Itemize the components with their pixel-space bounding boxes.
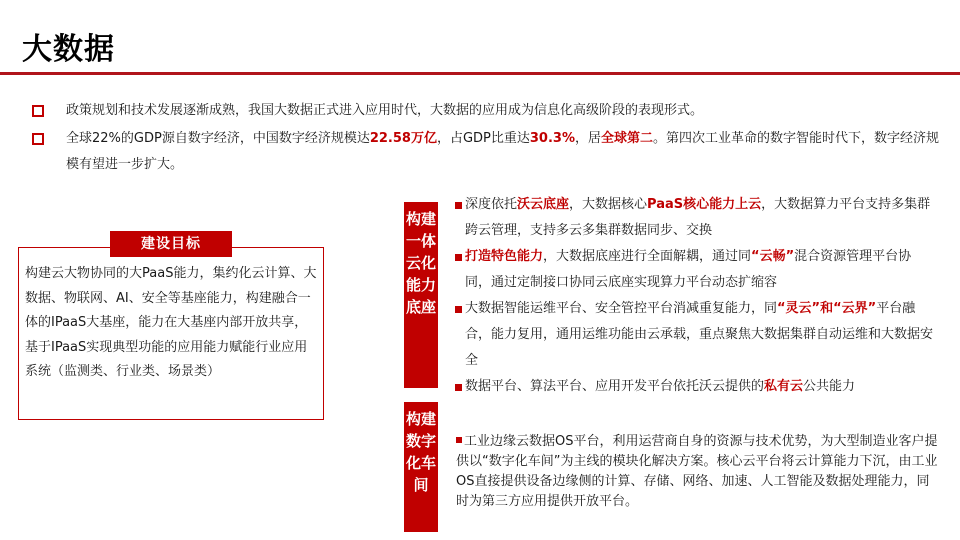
item-highlight: 私有云: [764, 379, 804, 394]
item-highlight: 沃云底座: [517, 197, 570, 212]
section1-item: [455, 374, 935, 400]
section1-item: [455, 192, 935, 244]
intro-bullet-2-text-c: ，居: [575, 131, 602, 146]
square-bullet-icon: [455, 254, 462, 261]
square-bullet-icon: [456, 437, 462, 443]
intro-bullet-2-text-a: 全球22%的GDP源自数字经济，中国数字经济规模达: [66, 131, 370, 146]
intro-bullet-2: [30, 126, 945, 178]
square-bullet-icon: [32, 133, 44, 145]
square-bullet-icon: [455, 306, 462, 313]
item-text: ，大数据核心: [569, 197, 648, 212]
page-title: 大数据: [22, 32, 115, 67]
item-text: ，大数据算力平台支持多集群跨云管理，支持多云多集群数据同步、交换: [465, 197, 931, 238]
gdp-scale-highlight: 22.58万亿: [369, 131, 437, 146]
section2-label: 构建数字化车间: [404, 402, 438, 532]
section1-item: [455, 296, 935, 374]
intro-bullet-2-text-d: 。第四次工业革命的数字智能时代下，数字经济规模有望进一步扩大。: [66, 131, 940, 172]
section2-text-block: [456, 432, 938, 512]
intro-bullets: [30, 98, 945, 180]
intro-bullet-1-text: 政策规划和技术发展逐渐成熟，我国大数据正式进入应用时代，大数据的应用成为信息化高级阶段的表现形式。: [66, 103, 704, 118]
global-rank-highlight: 全球第二: [601, 131, 654, 146]
item-highlight: “灵云”和“云界”: [777, 301, 877, 316]
section1-list: [455, 192, 935, 400]
item-highlight: “云畅”: [751, 249, 795, 264]
intro-bullet-1: [30, 98, 945, 124]
square-bullet-icon: [32, 105, 44, 117]
item-text: 大数据智能运维平台、安全管控平台消减重复能力，同: [465, 301, 778, 316]
gdp-share-highlight: 30.3%: [529, 131, 575, 146]
section1-label: 构建一体云化能力底座: [404, 202, 438, 388]
section2-text: 工业边缘云数据OS平台，利用运营商自身的资源与技术优势，为大型制造业客户提供以“数字化车间”为主线的模块化解决方案。核心云平台将云计算能力下沉，由工业OS直接提供设备边缘侧的计算、存储、网络、加速、人工智能及数据处理能力，同时为第三方应用提供开放平台。: [456, 434, 938, 509]
item-text: 深度依托: [465, 197, 518, 212]
square-bullet-icon: [455, 202, 462, 209]
section1-item: [455, 244, 935, 296]
goal-text: 构建云大物协同的大PaaS能力，集约化云计算、大数据、物联网、AI、安全等基座能力，构建融合一体的IPaaS大基座，能力在大基座内部开放共享，基于IPaaS实现典型功能的应用能力赋能行业应用系统（监测类、行业类、场景类）: [25, 266, 317, 379]
item-text: 平台融合，能力复用，通用运维功能由云承载，重点聚焦大数据集群自动运维和大数据安全: [465, 301, 934, 368]
square-bullet-icon: [455, 384, 462, 391]
title-divider: [0, 72, 960, 75]
item-text: 混合资源管理平台协同，通过定制接口协同云底座实现算力平台动态扩缩容: [465, 249, 912, 290]
goal-header: 建设目标: [110, 231, 232, 257]
intro-bullet-2-text-b: ，占GDP比重达: [436, 131, 530, 146]
item-highlight: PaaS核心能力上云: [647, 197, 762, 212]
item-text: ，大数据底座进行全面解耦，通过同: [543, 249, 752, 264]
item-text: 公共能力: [803, 379, 856, 394]
item-highlight: 打造特色能力: [465, 249, 544, 264]
item-text: 数据平台、算法平台、应用开发平台依托沃云提供的: [465, 379, 765, 394]
goal-box: [18, 247, 324, 420]
